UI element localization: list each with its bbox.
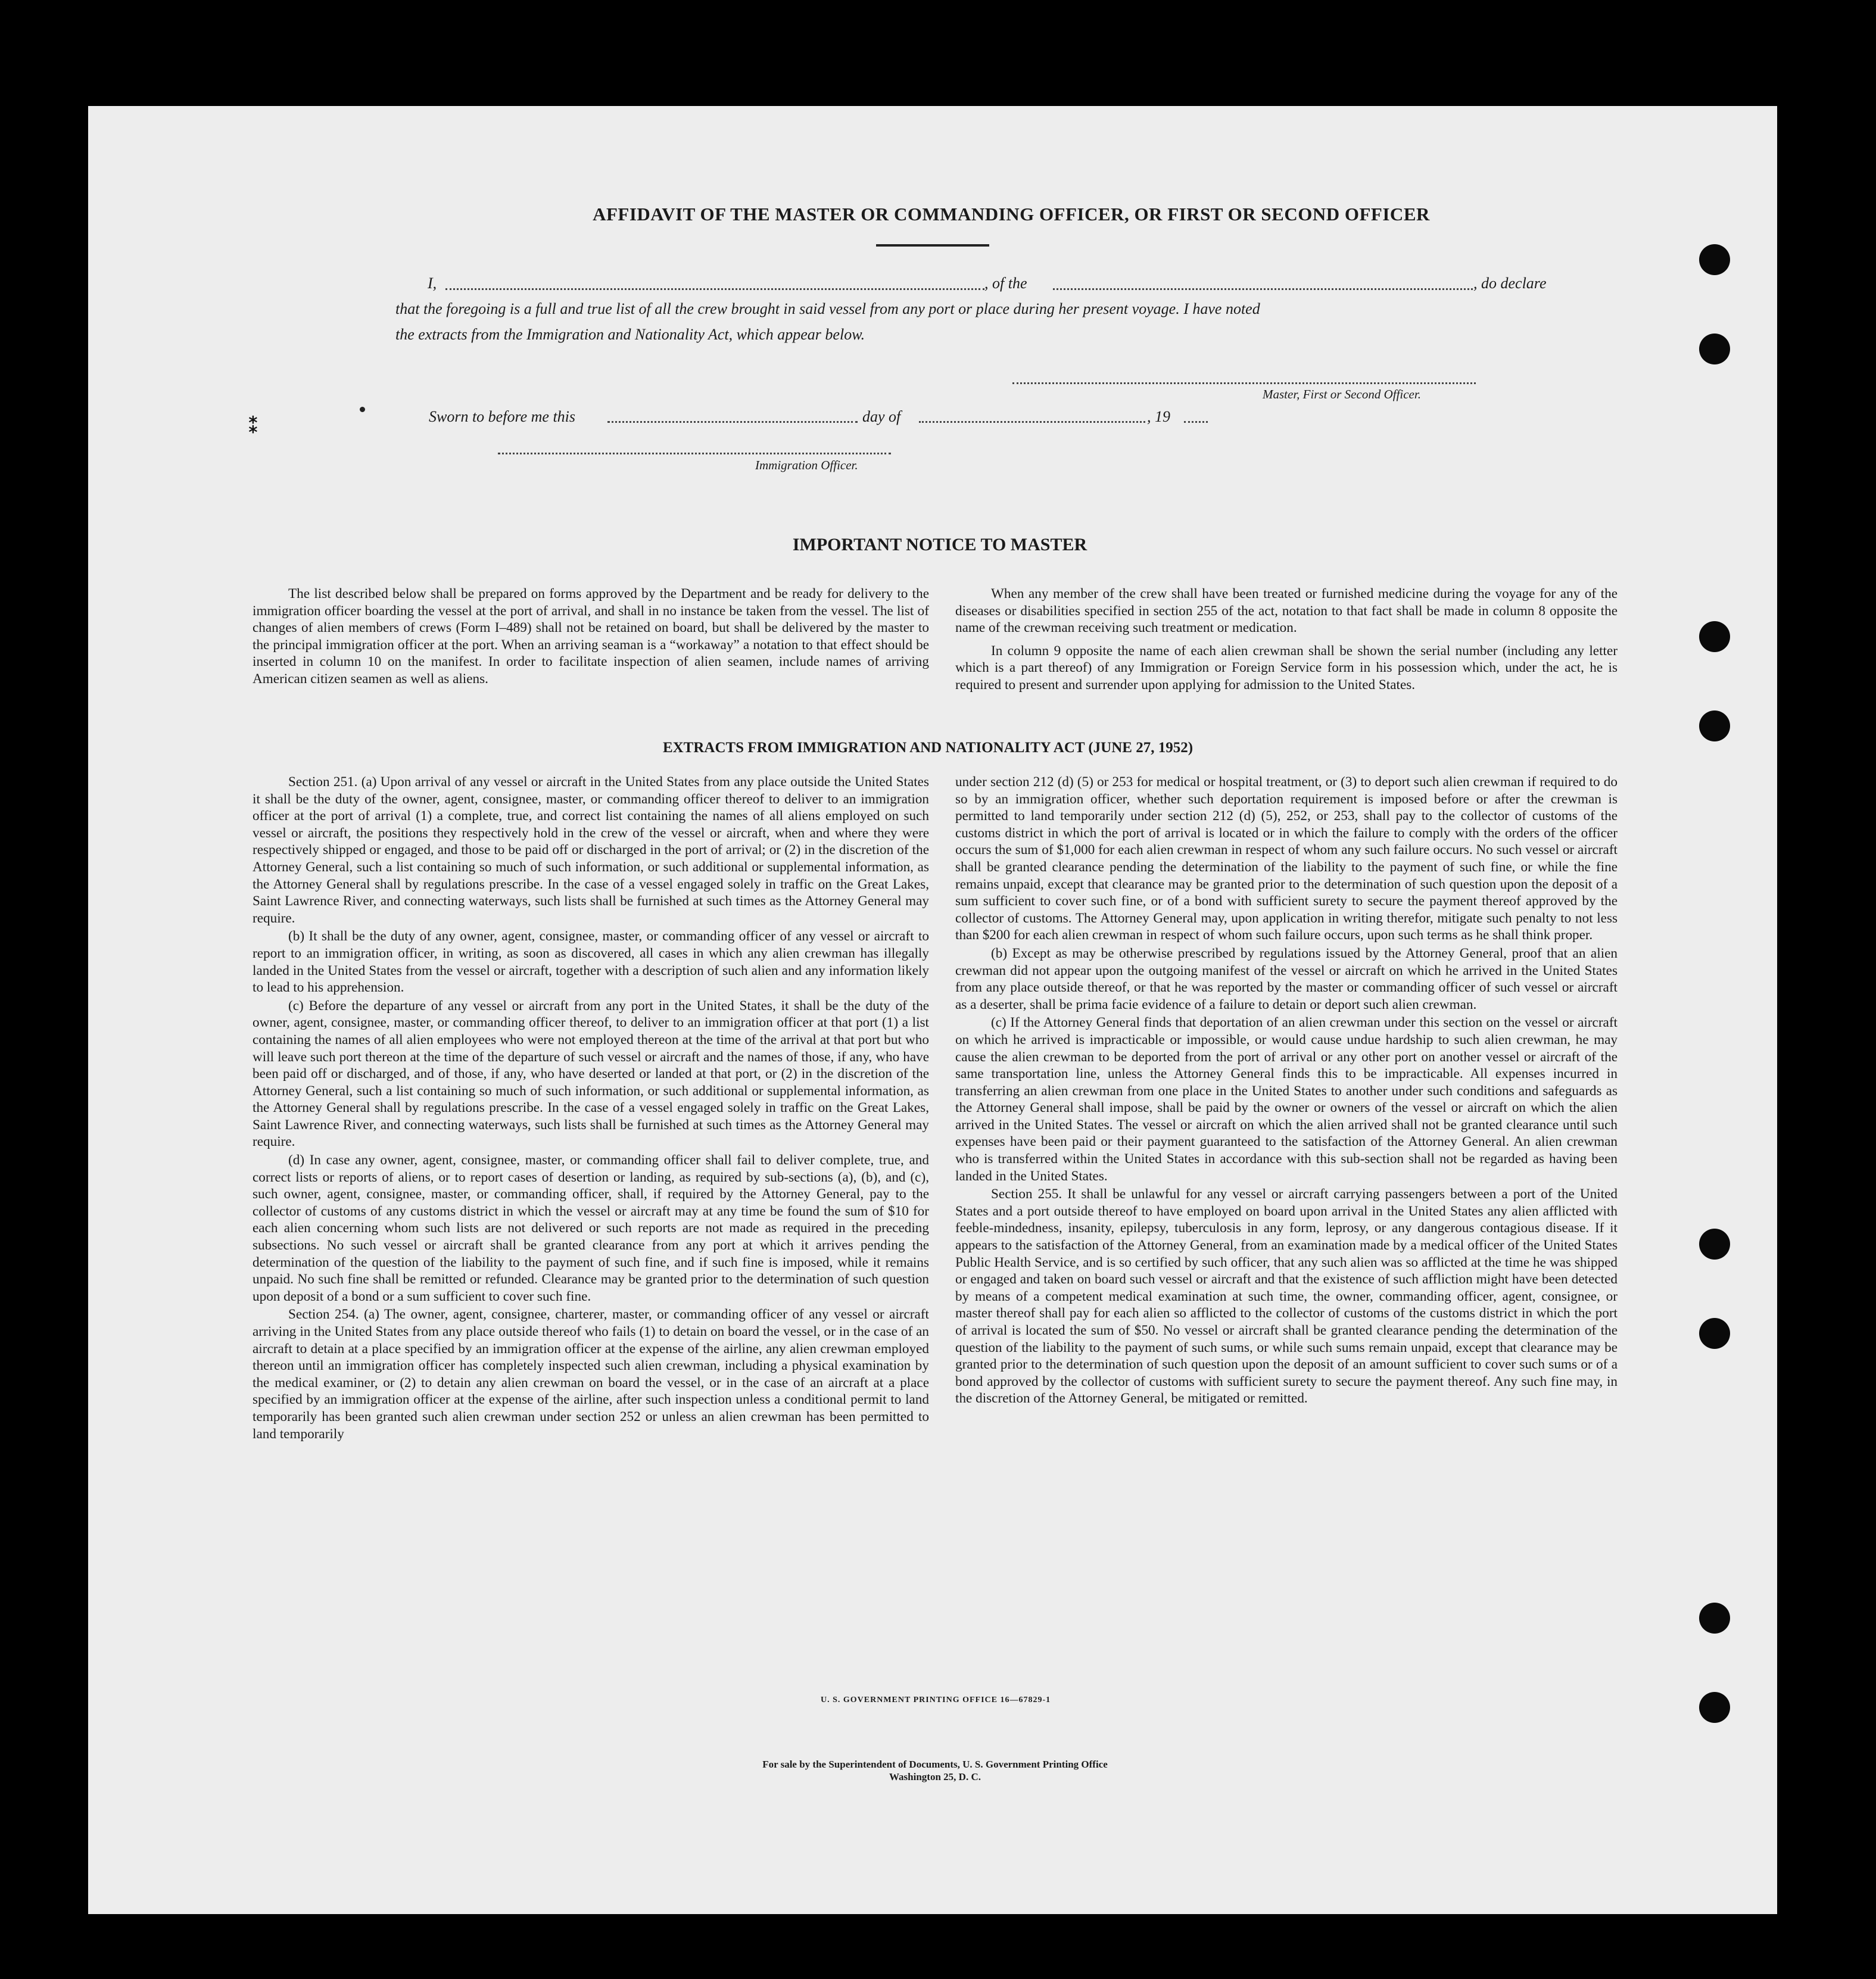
extracts-right-column (955, 774, 1618, 1407)
officer-signature-label: Immigration Officer. (755, 458, 858, 472)
master-signature-label: Master, First or Second Officer. (1263, 387, 1421, 401)
sworn-label: Sworn to before me this (429, 408, 576, 425)
master-signature-field[interactable] (1012, 382, 1476, 384)
punch-hole (1699, 621, 1730, 652)
section-paragraph: (b) Except as may be otherwise prescribed by regulations issued by the Attorney General, proof that an alien crewman did not appear upon the outgoing manifest of the vessel or aircraft on which he arrived in the United States from any place outside thereof, or that he was reported by the master or commanding officer of such vessel or aircraft as a deserter, shall be prima facie evidence of a failure to detain or deport such alien crewman. (955, 945, 1618, 1012)
affidavit-of-the: , of the (984, 275, 1027, 292)
section-paragraph: Section 255. It shall be unlawful for any vessel or aircraft carrying passengers between a port of the United States and a port outside thereof to have employed on board upon arrival in the United States any alien afflicted with feeble-mindedness, insanity, epilepsy, tuberculosis in any form, leprosy, or any dangerous contagious disease. If it appears to the satisfaction of the Attorney General, from an examination made by a medical officer of the United States Public Health Service, and is so certified by such officer, that any such alien was so afflicted at the time he was shipped or engaged and taken on board such vessel or aircraft and that the existence of such affliction might have been detected by means of a competent medical examination at such time, the owner, commanding officer, agent, consignee, or master thereof shall pay for each alien so afflicted to the collector of customs of the customs district in which the port of arrival is located the sum of $50. No vessel or aircraft shall be granted clearance pending the determination of the question of the liability to the payment of such sums, or while such sums remain unpaid, except that clearance may be granted prior to the determination of such question upon the deposit of an amount sufficient to cover such sums or of a bond approved by the collector of customs with sufficient surety to secure the payment thereof. Any such fine may, in the discretion of the Attorney General, be mitigated or remitted. (955, 1186, 1618, 1407)
stray-mark: ⁑ (248, 414, 259, 438)
notice-heading: IMPORTANT NOTICE TO MASTER (792, 535, 1087, 554)
punch-hole (1699, 1229, 1730, 1260)
punch-hole (1699, 334, 1730, 364)
affidavit-do-declare: , do declare (1473, 275, 1547, 292)
sworn-year-field[interactable] (1184, 421, 1208, 423)
section-paragraph: (c) If the Attorney General finds that deportation of an alien crewman under this section on the vessel or aircraft on which he arrived is impracticable or impossible, or would cause undue hardship to such alien crewman, he may cause the alien crewman to be deported from the port of arrival or any other port on another vessel or aircraft of the same transportation line, unless the Attorney General finds this to be impracticable. All expenses incurred in transferring an alien crewman from one place in the United States to another under such conditions and safeguards as the Attorney General shall impose, shall be paid by the owner or owners of the vessel or aircraft on which the alien arrived in the United States. The vessel or aircraft on which the alien arrived shall not be granted clearance until such expenses have been paid or their payment guaranteed to the satisfaction of the Attorney General. An alien crewman who is transferred within the United States in accordance with this sub-section shall not be regarded as having been landed in the United States. (955, 1015, 1618, 1184)
affidavit-line-2: the extracts from the Immigration and Nationality Act, which appear below. (395, 326, 865, 343)
year-label: , 19 (1147, 408, 1170, 425)
punch-hole (1699, 710, 1730, 741)
sworn-month-field[interactable] (919, 421, 1145, 423)
extracts-left-column (253, 774, 929, 1442)
form-sheet (88, 106, 1777, 1914)
printing-office-code: U. S. GOVERNMENT PRINTING OFFICE 16—67829-1 (821, 1696, 1051, 1704)
name-field[interactable] (445, 288, 984, 290)
punch-hole (1699, 1692, 1730, 1723)
section-paragraph: (c) Before the departure of any vessel or aircraft from any port in the United States, it shall be the duty of the owner, agent, consignee, master, or commanding officer thereof, to deliver to an immigration officer at that port (1) a list containing the names of all alien employees who were not employed thereon at the time of the arrival at that port but who will leave such port thereon at the time of the departure of such vessel or aircraft and the names of those, if any, who have been paid off or discharged, and of those, if any, who have deserted or landed at that port, or (2) in the discretion of the Attorney General, such a list containing so much of such information, or such additional or supplemental information, as the Attorney General shall by regulations prescribe. In the case of a vessel engaged solely in traffic on the Great Lakes, Saint Lawrence River, and connecting waterways, such lists shall be furnished at such times as the Attorney General may require. (253, 998, 929, 1150)
sworn-day-field[interactable] (607, 421, 858, 423)
section-paragraph: (b) It shall be the duty of any owner, agent, consignee, master, or commanding officer of any vessel or aircraft to report to an immigration officer, in writing, as soon as discovered, all cases in which any alien crewman has illegally landed in the United States from the vessel or aircraft, together with a description of such alien and any information likely to lead to his apprehension. (253, 928, 929, 996)
punch-hole (1699, 1318, 1730, 1349)
notice-left-column (253, 585, 929, 688)
bullet-dot (360, 407, 365, 412)
title-rule (876, 244, 989, 247)
section-paragraph: (d) In case any owner, agent, consignee, master, or commanding officer shall fail to deliver complete, true, and correct lists or reports of aliens, or to report cases of desertion or landing, as required by sub-sections (a), (b), and (c), such owner, agent, consignee, master, or commanding officer, shall, if required by the Attorney General, pay to the collector of customs of any customs district in which the vessel or aircraft may at any time be found the sum of $10 for each alien concerning whom such lists are not delivered or such reports are not made as required in the preceding subsections. No such vessel or aircraft shall be granted clearance from any port at which it arrives pending the determination of the question of the liability to the payment of such fine, and if such fine is imposed, while it remains unpaid. No such fine shall be remitted or refunded. Clearance may be granted prior to the determination of such question upon deposit of a bond or a sum sufficient to cover such fine. (253, 1152, 929, 1304)
affidavit-i-label: I, (428, 275, 437, 292)
punch-hole (1699, 244, 1730, 275)
affidavit-title: AFFIDAVIT OF THE MASTER OR COMMANDING OFFICER, OR FIRST OR SECOND OFFICER (593, 204, 1430, 225)
officer-signature-field[interactable] (498, 453, 891, 454)
notice-right-column (955, 585, 1618, 694)
section-paragraph: Section 254. (a) The owner, agent, consignee, charterer, master, or commanding officer of any vessel or aircraft arriving in the United States from any place outside thereof who fails (1) to detain on board the vessel, or in the case of an aircraft to detain at a place specified by an immigration officer at the expense of the airline, any alien crewman employed thereon until an immigration officer has completely inspected such alien crewman, including a physical examination by the medical examiner, or (2) to detain any alien crewman on board the vessel, or in the case of an aircraft at a place specified by an immigration officer at the expense of the airline, after such inspection unless a conditional permit to land temporarily has been granted such alien crewman under section 252 or unless an alien crewman has been permitted to land temporarily (253, 1307, 929, 1442)
extracts-heading: EXTRACTS FROM IMMIGRATION AND NATIONALITY ACT (JUNE 27, 1952) (662, 740, 1193, 756)
affidavit-line-1: that the foregoing is a full and true list of all the crew brought in said vessel from any port or place during her present voyage. I have noted (395, 300, 1260, 317)
notice-right-paragraph: When any member of the crew shall have been treated or furnished medicine during the voyage for any of the diseases or disabilities specified in section 255 of the act, notation to that fact shall be made in column 8 opposite the name of the crewman receiving such treatment or medication. (955, 586, 1618, 636)
day-of-label: day of (862, 408, 901, 425)
footer-line-2: Washington 25, D. C. (889, 1771, 981, 1782)
footer-line-1: For sale by the Superintendent of Documents, U. S. Government Printing Office (762, 1759, 1108, 1770)
notice-left-paragraph: The list described below shall be prepared on forms approved by the Department and be ready for delivery to the immigration officer boarding the vessel at the port of arrival, and shall in no instance be taken from the vessel. The list of changes of alien members of crews (Form I–489) shall not be retained on board, but shall be delivered by the master to the principal immigration officer at the port. When an arriving seaman is a “workaway” a notation to that effect should be inserted in column 10 on the manifest. In order to facilitate inspection of alien seamen, include names of arriving American citizen seamen as well as aliens. (253, 586, 929, 687)
footer-sale-notice (667, 1758, 1203, 1783)
section-paragraph: Section 251. (a) Upon arrival of any vessel or aircraft in the United States from any place outside the United States it shall be the duty of the owner, agent, consignee, master, or commanding officer thereof to deliver to an immigration officer at the port of arrival (1) a complete, true, and correct list containing the names of all aliens employed on such vessel or aircraft, the positions they respectively hold in the crew of the vessel or aircraft, when and where they were respectively shipped or engaged, and those to be paid off or discharged in the port of arrival; or (2) in the discretion of the Attorney General, such a list containing so much of such information, or such additional or supplemental information, as the Attorney General shall by regulations prescribe. In the case of a vessel engaged solely in traffic on the Great Lakes, Saint Lawrence River, and connecting waterways, such lists shall be furnished at such times as the Attorney General may require. (253, 774, 929, 926)
punch-hole (1699, 1603, 1730, 1634)
notice-right-paragraph: In column 9 opposite the name of each alien crewman shall be shown the serial number (including any letter which is a part thereof) of any Immigration or Foreign Service form in his possession which, under the act, he is required to present and surrender upon applying for admission to the United States. (955, 643, 1618, 693)
vessel-field[interactable] (1053, 288, 1473, 290)
section-paragraph: under section 212 (d) (5) or 253 for medical or hospital treatment, or (3) to deport such alien crewman if required to do so by an immigration officer, whether such deportation requirement is imposed before or after the crewman is permitted to land temporarily under section 212 (d) (5), 252, or 253, shall pay to the collector of customs of the customs district in which the port of arrival is located or in which the failure to comply with the orders of the officer occurs the sum of $1,000 for each alien crewman in respect of whom any such failure occurs. No such vessel or aircraft shall be granted clearance pending the determination of the liability to the payment of such fine, or while the fine remains unpaid, except that clearance may be granted prior to the determination of such question upon the deposit of a sum sufficient to cover such fine, or of a bond with sufficient surety to secure the payment thereof approved by the collector of customs. The Attorney General may, upon application in writing therefor, mitigate such penalty to not less than $200 for each alien crewman in respect of whom such failure occurs, upon such terms as he shall think proper. (955, 774, 1618, 943)
